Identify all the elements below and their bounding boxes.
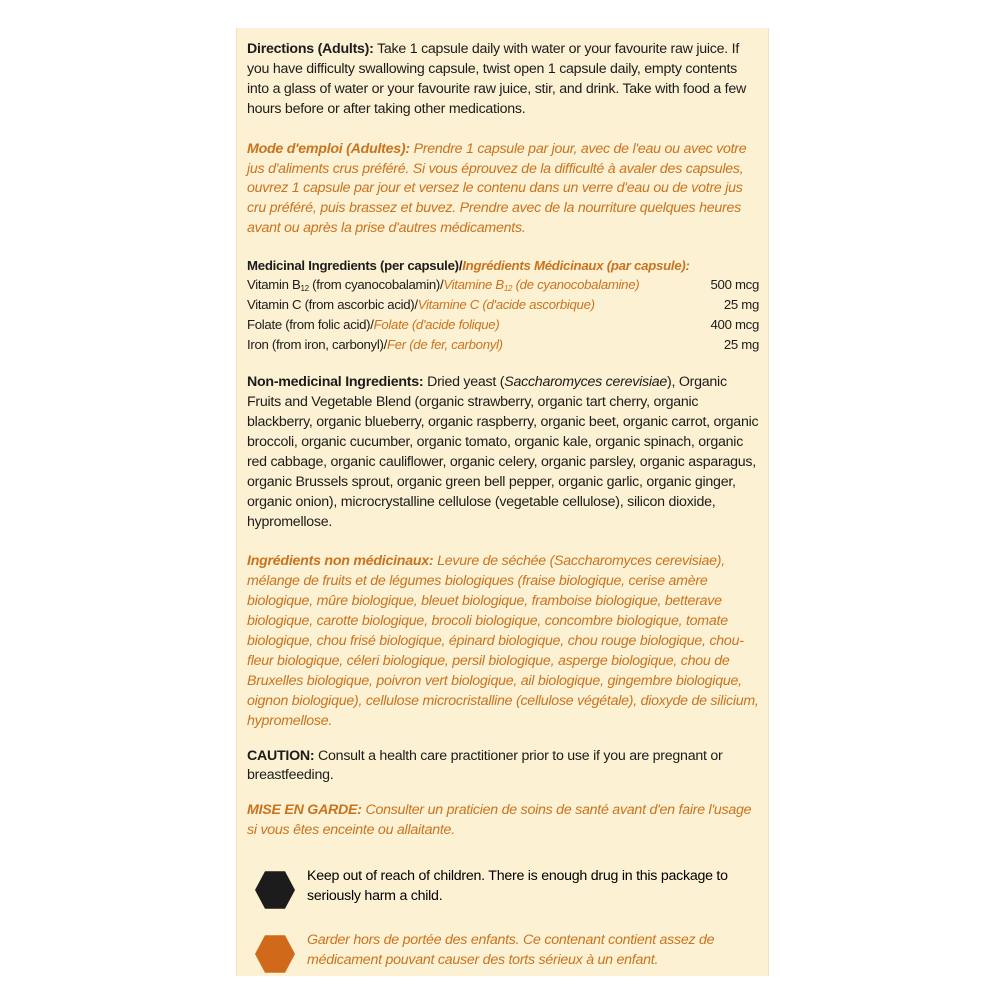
black-hexagon-warning-icon [255,870,295,910]
orange-hexagon-warning-icon [255,934,295,974]
caution-french-text: Consulter un praticien de soins de santé avant d'en faire l'usage si vous êtes enceinte ou allaitante. [247,802,752,839]
ingredient-english-name: Vitamin C (from ascorbic acid)/ [247,297,418,313]
ingredient-amount: 25 mg [723,297,759,313]
non-medicinal-french-text: Levure de séchée (Saccharomyces cerevisiae), mélange de fruits et de légumes biologiques (fraise biologique, cerise amère biologique, mûre biologique, bleuet biologique, framboise biologique, betterave biologique, carotte biologique, brocoli biologique, concombre biologique, tomate biologique, chou frisé biologique, épinard biologique, chou rouge biologique, chou-fleur biologique, céleri biologique, persil biologique, asperge biologique, chou de Bruxelles biologique, poivron vert biologique, ail biologique, gingembre biologique, oignon biologique), cellulose microcristalline (cellulose végétale), dioxyde de silicium, hypromellose. [247,553,759,729]
caution-english [247,747,759,787]
directions-french-heading: Mode d'emploi (Adultes): [247,140,410,157]
child-warning-english [247,866,759,910]
directions-french [247,140,759,240]
child-warning-french [247,930,759,974]
ingredient-name [247,335,503,355]
ingredient-english-name: Iron (from iron, carbonyl)/ [247,337,387,353]
directions-french-text: Prendre 1 capsule par jour, avec de l'eau ou avec votre jus d'aliments crus préféré. Si vous éprouvez de la difficulté à avaler des capsules, ouvrez 1 capsule par jour et versez le contenu dans un verre d'eau ou de votre jus cru préféré, puis brassez et buvez. Prendre avec de la nourriture quelques heures avant ou après la prise d'autres médicaments. [247,140,747,237]
ingredient-english-name: Vitamin B [247,277,301,293]
medicinal-heading-english: Medicinal Ingredients (per capsule)/ [247,258,463,274]
ingredient-amount: 25 mg [723,337,759,353]
directions-english-text: Take 1 capsule daily with water or your favourite raw juice. If you have difficulty swallowing capsule, twist open 1 capsule daily, empty contents into a glass of water or your favourite raw juice, stir, and drink. Take with food a few hours before or after taking other medications. [247,41,746,117]
child-warning-english-text: Keep out of reach of children. There is enough drug in this package to seriously harm a child. [307,868,728,904]
caution-english-heading: CAUTION: [247,747,315,764]
caution-english-text: Consult a health care practitioner prior to use if you are pregnant or breastfeeding. [247,747,723,784]
caution-french-heading: MISE EN GARDE: [247,802,362,819]
non-medicinal-french [247,552,759,731]
ingredient-name [247,295,595,315]
ingredient-row [247,315,759,335]
ingredient-french-name [374,317,500,332]
non-medicinal-english-text-b: ), Organic Fruits and Vegetable Blend (organic strawberry, organic tart cherry, organic blackberry, organic blueberry, organic raspberry, organic beet, organic carrot, organic broccoli, organic cucumber, organic tomato, organic kale, organic spinach, organic red cabbage, organic cauliflower, organic celery, organic parsley, organic asparagus, organic Brussels sprout, organic green bell pepper, organic garlic, organic ginger, organic onion), microcrystalline cellulose (vegetable cellulose), silicon dioxide, hypromellose. [247,374,759,530]
medicinal-ingredients-table [247,275,759,355]
yeast-species-name: Saccharomyces cerevisiae [504,374,668,391]
caution-french [247,801,759,841]
medicinal-heading-french: Ingrédients Médicinaux (par capsule): [462,258,690,274]
ingredient-french-name [443,277,639,292]
non-medicinal-english [247,373,759,532]
ingredient-english-name: Folate (from folic acid)/ [247,317,374,333]
non-medicinal-english-heading: Non-medicinal Ingredients: [247,374,424,391]
ingredient-name [247,315,499,335]
directions-english-heading: Directions (Adults): [247,41,374,57]
ingredient-french-text: Fer (de fer, carbonyl) [386,337,503,353]
ingredient-french-subscript: 12 [503,284,513,294]
directions-english [247,40,759,120]
ingredient-french-name [387,337,503,352]
ingredient-row [247,295,759,315]
ingredient-french-source: (de cyanocobalamine) [512,277,640,293]
ingredient-row [247,275,759,295]
ingredient-amount: 500 mcg [710,277,759,293]
non-medicinal-french-heading: Ingrédients non médicinaux: [247,553,434,570]
label-text-block [247,40,759,841]
ingredient-row [247,335,759,355]
ingredient-amount: 400 mcg [710,317,759,333]
ingredient-english-source: (from cyanocobalamin)/ [308,277,444,293]
medicinal-ingredients-heading [247,257,759,275]
ingredient-french-text: Folate (d'acide folique) [373,317,500,333]
ingredient-french-name [418,297,595,312]
ingredient-english-subscript: 12 [300,284,309,294]
non-medicinal-english-text-a: Dried yeast ( [423,374,505,391]
child-warning-french-text: Garder hors de portée des enfants. Ce contenant contient assez de médicament pouvant causer des torts sérieux à un enfant. [307,932,715,968]
ingredient-french-text: Vitamine C (d'acide ascorbique) [417,297,595,313]
ingredient-french-text: Vitamine B [443,277,504,293]
ingredient-name [247,275,639,295]
